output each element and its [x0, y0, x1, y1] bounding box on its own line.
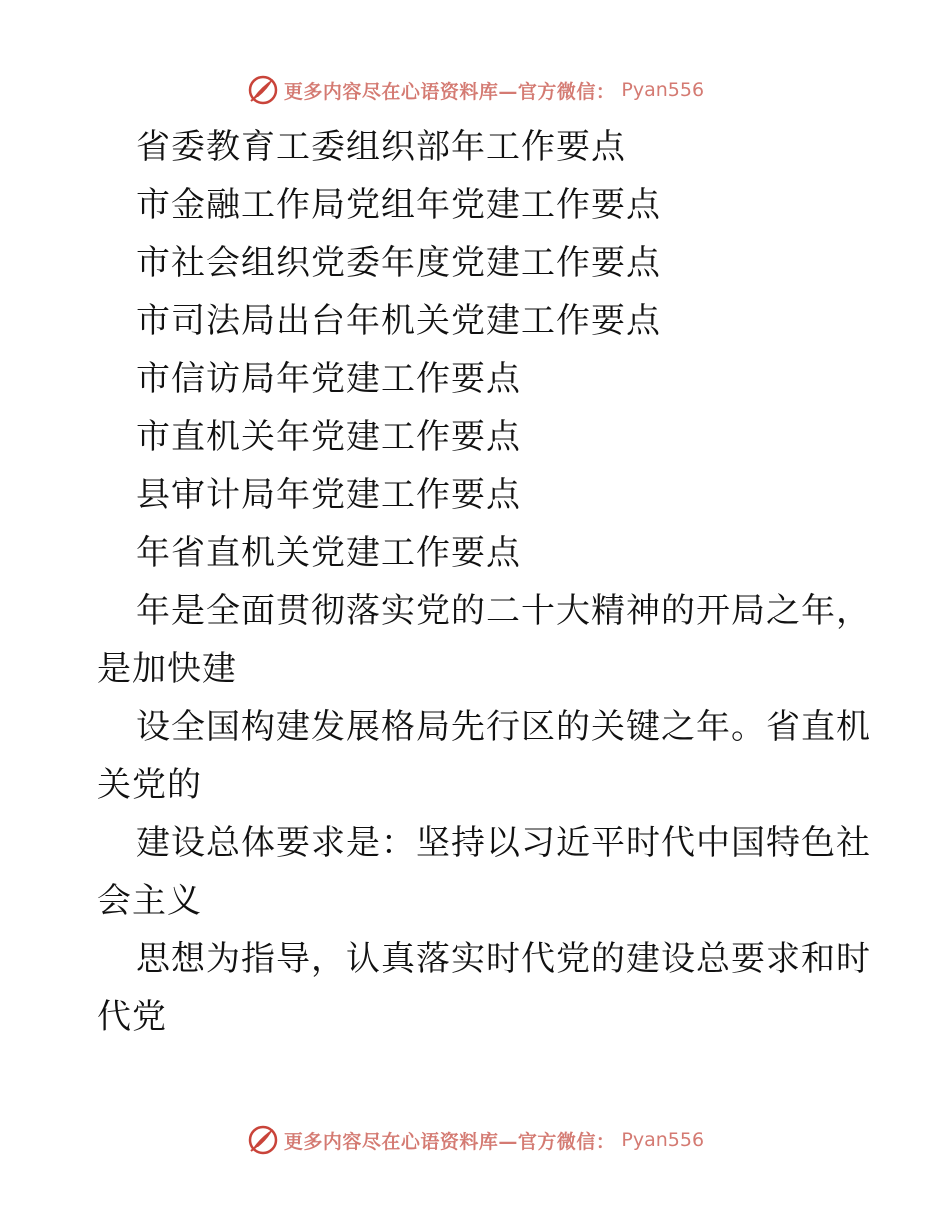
body-line: 设全国构建发展格局先行区的关键之年。省直机 — [136, 707, 871, 747]
body-line: 市直机关年党建工作要点 — [136, 417, 521, 457]
body-line: 年是全面贯彻落实党的二十大精神的开局之年， — [136, 591, 871, 631]
quill-seal-logo-icon — [246, 73, 280, 107]
body-line: 会主义 — [97, 881, 202, 921]
header-banner-text: 更多内容尽在心语资料库—官方微信： — [283, 80, 616, 103]
footer-banner-text: 更多内容尽在心语资料库—官方微信： — [283, 1130, 616, 1153]
body-line: 市信访局年党建工作要点 — [136, 359, 521, 399]
header-wechat-id: Pyan556 — [621, 79, 705, 101]
footer-wechat-id: Pyan556 — [621, 1129, 705, 1151]
body-line: 是加快建 — [97, 649, 237, 689]
body-line: 县审计局年党建工作要点 — [136, 475, 521, 515]
body-line: 省委教育工委组织部年工作要点 — [136, 127, 626, 167]
body-line: 年省直机关党建工作要点 — [136, 533, 521, 573]
body-line: 思想为指导，认真落实时代党的建设总要求和时 — [136, 939, 871, 979]
body-line: 市社会组织党委年度党建工作要点 — [136, 243, 661, 283]
body-line: 关党的 — [97, 765, 202, 805]
quill-seal-logo-icon — [246, 1123, 280, 1157]
body-line: 代党 — [97, 997, 167, 1037]
document-body — [97, 118, 871, 1046]
body-line: 市金融工作局党组年党建工作要点 — [136, 185, 661, 225]
header-banner — [0, 72, 950, 108]
body-line: 建设总体要求是：坚持以习近平时代中国特色社 — [136, 823, 871, 863]
footer-banner — [0, 1122, 950, 1158]
body-line: 市司法局出台年机关党建工作要点 — [136, 301, 661, 341]
